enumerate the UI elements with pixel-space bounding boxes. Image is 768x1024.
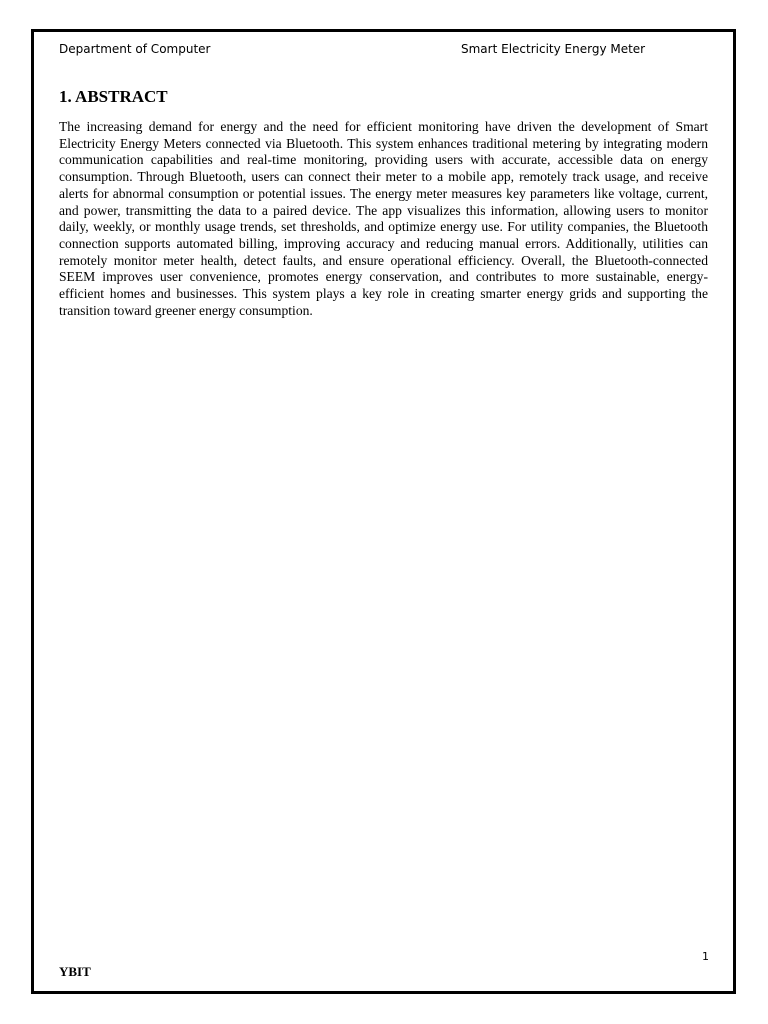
abstract-paragraph: The increasing demand for energy and the need for efficient monitoring have driven the development of Smart Electricity Energy Meters connected via Bluetooth. This system enhances traditional metering by integrating modern communication capabilities and real-time monitoring, providing users with accurate, accessible data on energy consumption. Through Bluetooth, users can connect their meter to a mobile app, remotely track usage, and receive alerts for abnormal consumption or potential issues. The energy meter measures key parameters like voltage, current, and power, transmitting the data to a paired device. The app visualizes this information, allowing users to monitor daily, weekly, or monthly usage trends, set thresholds, and optimize energy use. For utility companies, the Bluetooth connection supports automated billing, improving accuracy and reducing manual errors. Additionally, utilities can remotely monitor meter health, detect faults, and ensure operational efficiency. Overall, the Bluetooth-connected SEEM improves user convenience, promotes energy conservation, and contributes to more sustainable, energy-efficient homes and businesses. This system plays a key role in creating smarter energy grids and supporting the transition toward greener energy consumption. [59,119,708,318]
footer-institution: YBIT [59,964,91,979]
header-department: Department of Computer [59,42,211,56]
page-number: 1 [702,950,709,963]
section-heading: 1. ABSTRACT [59,87,168,106]
header-project-title: Smart Electricity Energy Meter [461,42,646,56]
